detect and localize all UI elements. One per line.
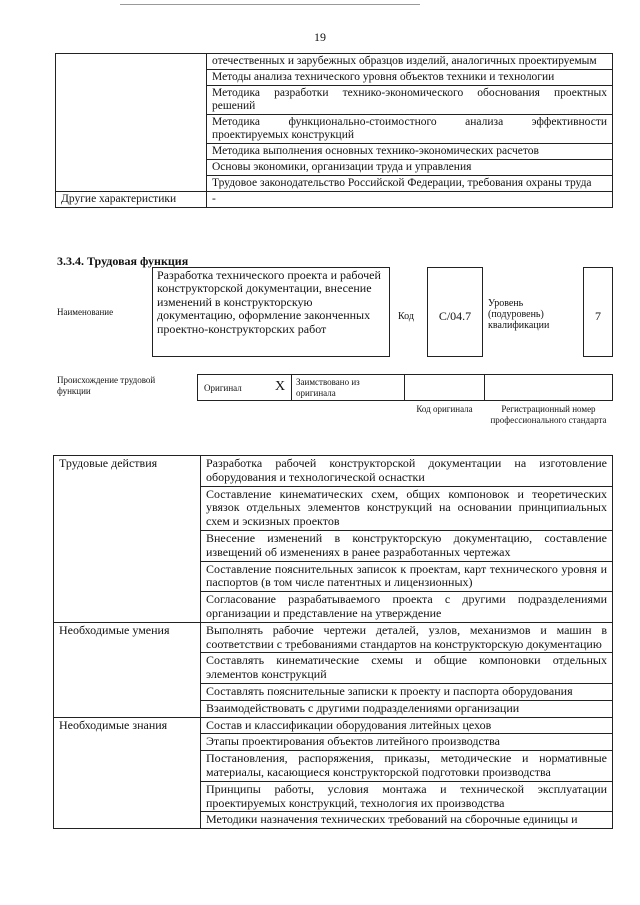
required-skills-label: Необходимые умения [54, 622, 201, 717]
table-row [54, 717, 613, 734]
table-cell: Принципы работы, условия монтажа и технической эксплуатации проектируемых конструкций, технология их производства [201, 781, 613, 812]
table-cell: Постановления, распоряжения, приказы, методические и нормативные материалы, касающиеся конструкторской подготовки производства [201, 751, 613, 782]
registration-number-caption: Регистрационный номер профессионального стандарта [490, 404, 607, 425]
table-row [56, 54, 613, 70]
table-cell: Внесение изменений в конструкторскую документацию, составление извещений об изменениях в ранее разработанных чертежах [201, 530, 613, 561]
borrowed-label: Заимствовано из оригинала [291, 374, 405, 401]
table-cell: Методика выполнения основных технико-экономических расчетов [207, 144, 613, 160]
table-cell: Разработка рабочей конструкторской документации на изготовление оборудования и технологической оснастки [201, 456, 613, 487]
table-row [54, 622, 613, 653]
knowledge-continuation-table [55, 53, 613, 208]
table-cell: Основы экономики, организации труда и управления [207, 160, 613, 176]
registration-number-cell [484, 374, 613, 401]
original-code-caption: Код оригинала [416, 404, 473, 414]
origin-label: Происхождение трудовой функции [57, 375, 156, 396]
labor-actions-label: Трудовые действия [54, 456, 201, 623]
code-value: С/04.7 [427, 267, 483, 357]
table-cell: Методика разработки технико-экономического обоснования проектных решений [207, 86, 613, 115]
labor-function-table [53, 455, 613, 829]
table-cell: Методика функционально-стоимостного анализа эффективности проектируемых конструкций [207, 115, 613, 144]
function-name-value: Разработка технического проекта и рабочей конструкторской документации, внесение изменений в конструкторскую документацию, оформление законченных проектно-конструкторских работ [152, 267, 390, 357]
original-label: Оригинал [204, 383, 242, 393]
level-label: Уровень (подуровень) квалификации [488, 298, 550, 331]
original-mark: Х [275, 379, 286, 394]
table-cell: Составление пояснительных записок к проектам, карт технического уровня и паспортов (в том числе патентных и лицензионных) [201, 561, 613, 592]
page-number: 19 [314, 30, 326, 44]
required-knowledge-label: Необходимые знания [54, 717, 201, 829]
other-characteristics-value: - [207, 192, 613, 208]
other-characteristics-label: Другие характеристики [56, 192, 207, 208]
original-box [197, 374, 292, 401]
table-cell: Составлять пояснительные записки к проекту и паспорта оборудования [201, 683, 613, 700]
table-cell: Трудовое законодательство Российской Федерации, требования охраны труда [207, 176, 613, 192]
name-label: Наименование [57, 307, 114, 317]
table-cell: Методики назначения технических требований на сборочные единицы и [201, 812, 613, 829]
table-cell: Этапы проектирования объектов литейного производства [201, 734, 613, 751]
table-cell: Согласование разрабатываемого проекта с другими подразделениями организации и представление на утверждение [201, 592, 613, 623]
table-cell: Выполнять рабочие чертежи деталей, узлов, механизмов и машин в соответствии с требованиями стандартов на конструкторскую документацию [201, 622, 613, 653]
table-cell: Состав и классификации оборудования литейных цехов [201, 717, 613, 734]
table-cell: Взаимодействовать с другими подразделениями организации [201, 700, 613, 717]
table-cell: Методы анализа технического уровня объектов техники и технологии [207, 70, 613, 86]
table-cell: отечественных и зарубежных образцов изделий, аналогичных проектируемым [207, 54, 613, 70]
section-title: 3.3.4. Трудовая функция [57, 254, 189, 268]
table-cell: Составлять кинематические схемы и общие компоновки отдельных элементов конструкций [201, 653, 613, 684]
level-value: 7 [583, 267, 613, 357]
top-rule [120, 4, 420, 5]
empty-label-cell [56, 54, 207, 192]
table-row [56, 192, 613, 208]
table-row [54, 456, 613, 487]
table-cell: Составление кинематических схем, общих компоновок и теоретических увязок отдельных элементов конструкций на основании принципиальных схем и эскизных проектов [201, 486, 613, 530]
code-label: Код [398, 311, 414, 322]
original-code-cell [404, 374, 485, 401]
